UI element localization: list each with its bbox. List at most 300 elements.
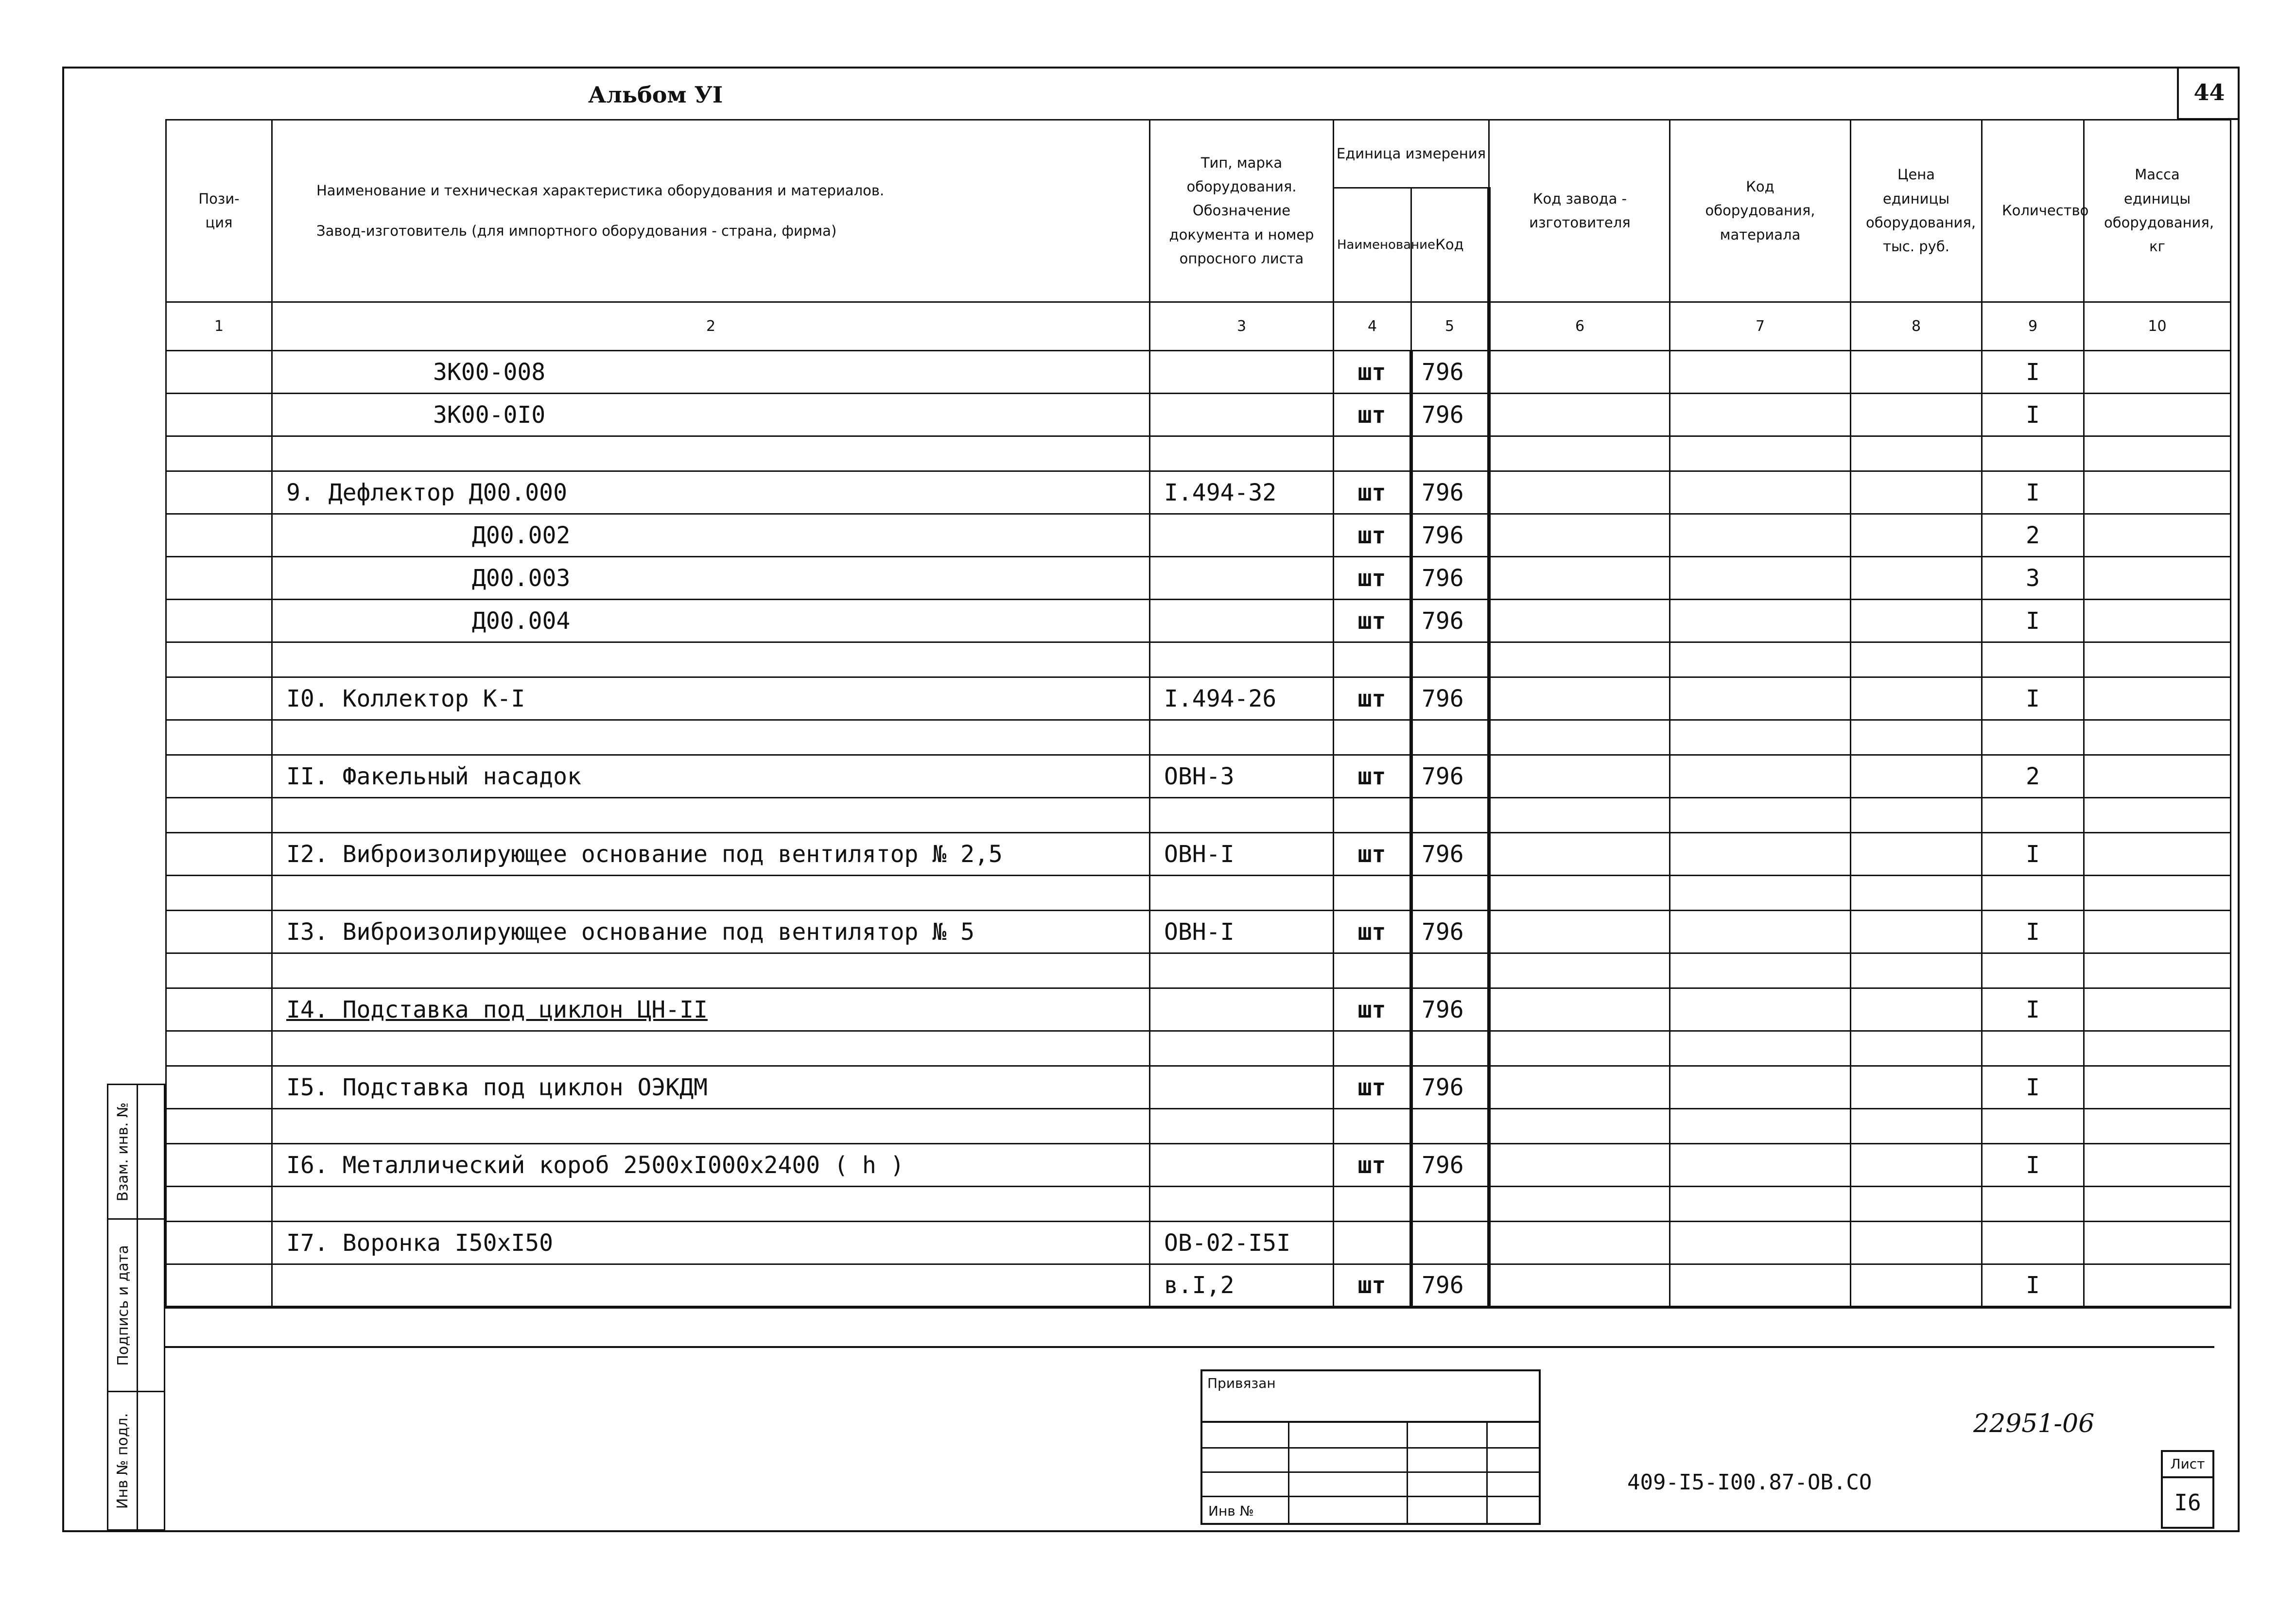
specification-table	[165, 119, 2231, 1309]
col-number-7: 7	[1670, 302, 1851, 351]
cell-unit-code: 796	[1411, 557, 1489, 600]
cell-type: I.494-26	[1150, 677, 1334, 720]
cell-type	[1150, 1187, 1334, 1222]
header-unit-name: Наименование	[1334, 188, 1411, 302]
cell-unit: шт	[1334, 833, 1411, 876]
cell-price	[1851, 1066, 1982, 1109]
cell-equipment-code	[1670, 1031, 1851, 1066]
cell-quantity: I	[1982, 677, 2084, 720]
cell-position	[166, 642, 272, 677]
cell-equipment-code	[1670, 1187, 1851, 1222]
cell-type: ОВН-I	[1150, 833, 1334, 876]
cell-price	[1851, 953, 1982, 988]
cell-type	[1150, 953, 1334, 988]
col-number-8: 8	[1851, 302, 1982, 351]
cell-name: 9. Дефлектор Д00.000	[272, 471, 1150, 514]
cell-mass	[2084, 557, 2231, 600]
cell-position	[166, 988, 272, 1031]
cell-type: I.494-32	[1150, 471, 1334, 514]
cell-unit-code	[1411, 876, 1489, 911]
cell-name	[272, 1031, 1150, 1066]
cell-quantity	[1982, 798, 2084, 833]
cell-unit	[1334, 1222, 1411, 1264]
cell-position	[166, 833, 272, 876]
cell-equipment-code	[1670, 514, 1851, 557]
header-unit-group: Единица измерения	[1334, 120, 1489, 188]
cell-mass	[2084, 1031, 2231, 1066]
cell-mass	[2084, 642, 2231, 677]
cell-mass	[2084, 911, 2231, 953]
spacer-row	[166, 436, 2231, 471]
cell-unit-code: 796	[1411, 394, 1489, 436]
cell-unit	[1334, 436, 1411, 471]
col-number-9: 9	[1982, 302, 2084, 351]
table-row	[166, 600, 2231, 642]
cell-unit-code: 796	[1411, 755, 1489, 798]
cell-type: ОВН-3	[1150, 755, 1334, 798]
cell-quantity: I	[1982, 988, 2084, 1031]
cell-position	[166, 1264, 272, 1307]
cell-type	[1150, 1031, 1334, 1066]
table-row	[166, 1066, 2231, 1109]
cell-name	[272, 642, 1150, 677]
cell-unit	[1334, 642, 1411, 677]
cell-mass	[2084, 351, 2231, 394]
cell-price	[1851, 988, 1982, 1031]
cell-equipment-code	[1670, 798, 1851, 833]
cell-name	[272, 436, 1150, 471]
col-number-5: 5	[1411, 302, 1489, 351]
inv-label: Инв №	[1208, 1503, 1254, 1519]
cell-quantity: I	[1982, 394, 2084, 436]
table-row	[166, 394, 2231, 436]
cell-manufacturer-code	[1489, 720, 1670, 755]
cell-unit: шт	[1334, 1144, 1411, 1187]
cell-equipment-code	[1670, 557, 1851, 600]
cell-name: II. Факельный насадок	[272, 755, 1150, 798]
cell-name: ЗК00-0I0	[272, 394, 1150, 436]
cell-type	[1150, 1109, 1334, 1144]
cell-unit-code: 796	[1411, 351, 1489, 394]
cell-quantity: I	[1982, 1066, 2084, 1109]
cell-name: I7. Воронка I50xI50	[272, 1222, 1150, 1264]
table-row	[166, 755, 2231, 798]
cell-manufacturer-code	[1489, 394, 1670, 436]
cell-mass	[2084, 436, 2231, 471]
spacer-row	[166, 642, 2231, 677]
cell-price	[1851, 1187, 1982, 1222]
table-row	[166, 471, 2231, 514]
cell-price	[1851, 642, 1982, 677]
cell-position	[166, 720, 272, 755]
inv-original-cell	[107, 1391, 165, 1531]
cell-manufacturer-code	[1489, 1187, 1670, 1222]
cell-unit-code	[1411, 642, 1489, 677]
spacer-row	[166, 953, 2231, 988]
cell-unit	[1334, 953, 1411, 988]
cell-position	[166, 1222, 272, 1264]
cell-price	[1851, 436, 1982, 471]
cell-name	[272, 720, 1150, 755]
cell-position	[166, 953, 272, 988]
cell-manufacturer-code	[1489, 557, 1670, 600]
cell-name: I6. Металлический короб 2500xI000x2400 ( h )	[272, 1144, 1150, 1187]
cell-price	[1851, 1031, 1982, 1066]
cell-manufacturer-code	[1489, 755, 1670, 798]
cell-position	[166, 436, 272, 471]
header-quantity: Количество	[1982, 120, 2084, 302]
cell-unit	[1334, 876, 1411, 911]
cell-unit-code: 796	[1411, 1066, 1489, 1109]
cell-equipment-code	[1670, 1109, 1851, 1144]
cell-price	[1851, 600, 1982, 642]
cell-price	[1851, 677, 1982, 720]
cell-price	[1851, 1222, 1982, 1264]
cell-name: Д00.003	[272, 557, 1150, 600]
cell-unit-code	[1411, 1109, 1489, 1144]
table-row	[166, 833, 2231, 876]
table-row	[166, 351, 2231, 394]
cell-position	[166, 1187, 272, 1222]
table-row	[166, 677, 2231, 720]
document-number: 409-I5-I00.87-ОВ.СО	[1627, 1470, 1872, 1495]
header-manufacturer-code: Код завода - изготовителя	[1489, 120, 1670, 302]
cell-unit: шт	[1334, 988, 1411, 1031]
cell-mass	[2084, 471, 2231, 514]
spacer-row	[166, 798, 2231, 833]
cell-equipment-code	[1670, 876, 1851, 911]
cell-price	[1851, 755, 1982, 798]
cell-equipment-code	[1670, 1144, 1851, 1187]
cell-manufacturer-code	[1489, 953, 1670, 988]
handwritten-number: 22951-06	[1973, 1409, 2095, 1438]
col-number-4: 4	[1334, 302, 1411, 351]
cell-equipment-code	[1670, 394, 1851, 436]
cell-unit	[1334, 720, 1411, 755]
cell-unit	[1334, 1109, 1411, 1144]
cell-unit: шт	[1334, 514, 1411, 557]
cell-mass	[2084, 1222, 2231, 1264]
cell-unit-code: 796	[1411, 988, 1489, 1031]
replace-inv-label: Взам. инв. №	[114, 1102, 132, 1201]
cell-name: Д00.004	[272, 600, 1150, 642]
cell-unit	[1334, 1031, 1411, 1066]
cell-quantity	[1982, 720, 2084, 755]
cell-equipment-code	[1670, 720, 1851, 755]
cell-name	[272, 1187, 1150, 1222]
header-unit-price: Цена единицы оборудования, тыс. руб.	[1851, 120, 1982, 302]
table-bottom-line	[165, 1346, 2214, 1348]
cell-quantity	[1982, 436, 2084, 471]
sheet-number: I6	[2174, 1489, 2201, 1516]
table-row	[166, 1264, 2231, 1307]
cell-name: I4. Подставка под циклон ЦН-II	[272, 988, 1150, 1031]
cell-unit: шт	[1334, 755, 1411, 798]
cell-type	[1150, 1066, 1334, 1109]
cell-quantity: 2	[1982, 514, 2084, 557]
header-type: Тип, марка оборудования. Обозначение документа и номер опросного листа	[1150, 120, 1334, 302]
page-number: 44	[2177, 67, 2240, 120]
cell-type	[1150, 514, 1334, 557]
cell-price	[1851, 911, 1982, 953]
header-mass: Масса единицы оборудования, кг	[2084, 120, 2231, 302]
cell-type: ОВН-I	[1150, 911, 1334, 953]
cell-unit: шт	[1334, 1264, 1411, 1307]
cell-manufacturer-code	[1489, 1031, 1670, 1066]
cell-unit-code: 796	[1411, 1264, 1489, 1307]
cell-mass	[2084, 600, 2231, 642]
col-number-1: 1	[166, 302, 272, 351]
cell-unit-code	[1411, 1222, 1489, 1264]
cell-quantity	[1982, 953, 2084, 988]
cell-unit: шт	[1334, 911, 1411, 953]
cell-type	[1150, 436, 1334, 471]
cell-quantity	[1982, 1187, 2084, 1222]
col-number-2: 2	[272, 302, 1150, 351]
cell-mass	[2084, 1187, 2231, 1222]
cell-unit-code	[1411, 1031, 1489, 1066]
cell-quantity: I	[1982, 1264, 2084, 1307]
cell-manufacturer-code	[1489, 988, 1670, 1031]
header-unit-code: Код	[1411, 188, 1489, 302]
table-body	[166, 351, 2231, 1307]
cell-name: ЗК00-008	[272, 351, 1150, 394]
cell-manufacturer-code	[1489, 600, 1670, 642]
cell-type: в.I,2	[1150, 1264, 1334, 1307]
spacer-row	[166, 1031, 2231, 1066]
cell-manufacturer-code	[1489, 876, 1670, 911]
cell-price	[1851, 798, 1982, 833]
cell-name: I0. Коллектор К-I	[272, 677, 1150, 720]
cell-equipment-code	[1670, 1066, 1851, 1109]
cell-quantity: I	[1982, 471, 2084, 514]
cell-mass	[2084, 833, 2231, 876]
cell-quantity: 2	[1982, 755, 2084, 798]
sheet-label: Лист	[2163, 1452, 2212, 1478]
cell-quantity: 3	[1982, 557, 2084, 600]
cell-equipment-code	[1670, 471, 1851, 514]
cell-manufacturer-code	[1489, 1109, 1670, 1144]
cell-quantity	[1982, 1109, 2084, 1144]
cell-unit: шт	[1334, 351, 1411, 394]
cell-mass	[2084, 720, 2231, 755]
cell-mass	[2084, 394, 2231, 436]
cell-type	[1150, 394, 1334, 436]
cell-quantity	[1982, 1031, 2084, 1066]
cell-manufacturer-code	[1489, 436, 1670, 471]
cell-unit: шт	[1334, 471, 1411, 514]
cell-equipment-code	[1670, 833, 1851, 876]
cell-name	[272, 953, 1150, 988]
cell-equipment-code	[1670, 677, 1851, 720]
cell-mass	[2084, 988, 2231, 1031]
table-row	[166, 514, 2231, 557]
cell-quantity	[1982, 1222, 2084, 1264]
cell-type	[1150, 988, 1334, 1031]
cell-equipment-code	[1670, 642, 1851, 677]
cell-type: ОВ-02-I5I	[1150, 1222, 1334, 1264]
cell-name	[272, 876, 1150, 911]
spacer-row	[166, 1109, 2231, 1144]
cell-mass	[2084, 1144, 2231, 1187]
cell-position	[166, 1031, 272, 1066]
cell-unit-code: 796	[1411, 600, 1489, 642]
cell-unit: шт	[1334, 557, 1411, 600]
cell-unit	[1334, 798, 1411, 833]
cell-position	[166, 911, 272, 953]
left-stamp	[107, 1084, 165, 1531]
cell-position	[166, 1066, 272, 1109]
cell-equipment-code	[1670, 436, 1851, 471]
cell-price	[1851, 557, 1982, 600]
cell-manufacturer-code	[1489, 1066, 1670, 1109]
cell-quantity: I	[1982, 1144, 2084, 1187]
album-title: Альбом УI	[588, 82, 723, 108]
table-row	[166, 988, 2231, 1031]
cell-mass	[2084, 1109, 2231, 1144]
cell-price	[1851, 514, 1982, 557]
cell-position	[166, 755, 272, 798]
cell-manufacturer-code	[1489, 514, 1670, 557]
cell-unit	[1334, 1187, 1411, 1222]
cell-quantity: I	[1982, 351, 2084, 394]
cell-manufacturer-code	[1489, 642, 1670, 677]
cell-price	[1851, 471, 1982, 514]
cell-unit-code: 796	[1411, 471, 1489, 514]
cell-name	[272, 798, 1150, 833]
cell-unit: шт	[1334, 677, 1411, 720]
cell-position	[166, 351, 272, 394]
sheet-box	[2161, 1450, 2214, 1529]
cell-price	[1851, 351, 1982, 394]
cell-name: I5. Подставка под циклон ОЭКДМ	[272, 1066, 1150, 1109]
cell-type	[1150, 557, 1334, 600]
table-row	[166, 911, 2231, 953]
cell-position	[166, 514, 272, 557]
cell-quantity	[1982, 876, 2084, 911]
cell-name: I2. Виброизолирующее основание под вентилятор № 2,5	[272, 833, 1150, 876]
cell-position	[166, 471, 272, 514]
cell-unit-code: 796	[1411, 911, 1489, 953]
table-row	[166, 557, 2231, 600]
cell-quantity: I	[1982, 911, 2084, 953]
binding-stamp	[1200, 1369, 1541, 1525]
cell-mass	[2084, 677, 2231, 720]
cell-price	[1851, 1109, 1982, 1144]
cell-quantity	[1982, 642, 2084, 677]
cell-type	[1150, 1144, 1334, 1187]
cell-mass	[2084, 514, 2231, 557]
cell-price	[1851, 1144, 1982, 1187]
cell-name	[272, 1264, 1150, 1307]
cell-position	[166, 798, 272, 833]
cell-position	[166, 394, 272, 436]
cell-mass	[2084, 755, 2231, 798]
cell-unit-code: 796	[1411, 677, 1489, 720]
cell-position	[166, 600, 272, 642]
cell-type	[1150, 798, 1334, 833]
cell-price	[1851, 394, 1982, 436]
cell-price	[1851, 720, 1982, 755]
replace-inv-cell	[107, 1084, 165, 1220]
cell-unit-code	[1411, 436, 1489, 471]
cell-unit: шт	[1334, 1066, 1411, 1109]
cell-unit-code: 796	[1411, 1144, 1489, 1187]
cell-type	[1150, 600, 1334, 642]
cell-unit-code	[1411, 1187, 1489, 1222]
cell-manufacturer-code	[1489, 1144, 1670, 1187]
header-equipment-code: Код оборудования, материала	[1670, 120, 1851, 302]
cell-type	[1150, 876, 1334, 911]
cell-manufacturer-code	[1489, 471, 1670, 514]
cell-manufacturer-code	[1489, 911, 1670, 953]
cell-equipment-code	[1670, 600, 1851, 642]
header-position: Пози- ция	[166, 120, 272, 302]
cell-position	[166, 677, 272, 720]
inv-original-label: Инв № подл.	[114, 1413, 132, 1509]
cell-type	[1150, 720, 1334, 755]
cell-mass	[2084, 953, 2231, 988]
cell-manufacturer-code	[1489, 798, 1670, 833]
spacer-row	[166, 1187, 2231, 1222]
cell-equipment-code	[1670, 351, 1851, 394]
cell-name: I3. Виброизолирующее основание под вентилятор № 5	[272, 911, 1150, 953]
binding-label: Привязан	[1207, 1375, 1276, 1391]
cell-position	[166, 557, 272, 600]
cell-manufacturer-code	[1489, 677, 1670, 720]
cell-manufacturer-code	[1489, 1222, 1670, 1264]
cell-manufacturer-code	[1489, 1264, 1670, 1307]
cell-price	[1851, 876, 1982, 911]
cell-mass	[2084, 876, 2231, 911]
cell-type	[1150, 642, 1334, 677]
cell-price	[1851, 1264, 1982, 1307]
cell-mass	[2084, 1264, 2231, 1307]
cell-price	[1851, 833, 1982, 876]
cell-position	[166, 1109, 272, 1144]
spacer-row	[166, 720, 2231, 755]
cell-unit: шт	[1334, 600, 1411, 642]
spacer-row	[166, 876, 2231, 911]
cell-manufacturer-code	[1489, 833, 1670, 876]
cell-equipment-code	[1670, 1264, 1851, 1307]
cell-unit-code	[1411, 720, 1489, 755]
cell-equipment-code	[1670, 953, 1851, 988]
cell-unit: шт	[1334, 394, 1411, 436]
table-row	[166, 1144, 2231, 1187]
header-name: Наименование и техническая характеристика оборудования и материалов. Завод-изготовитель (для импортного оборудования - страна, фирма)	[272, 120, 1150, 302]
cell-equipment-code	[1670, 911, 1851, 953]
cell-name	[272, 1109, 1150, 1144]
table-row	[166, 1222, 2231, 1264]
col-number-6: 6	[1489, 302, 1670, 351]
signature-date-cell	[107, 1218, 165, 1392]
cell-unit-code	[1411, 798, 1489, 833]
cell-name: Д00.002	[272, 514, 1150, 557]
cell-type	[1150, 351, 1334, 394]
signature-date-label: Подпись и дата	[114, 1244, 132, 1366]
cell-unit-code	[1411, 953, 1489, 988]
cell-unit-code: 796	[1411, 514, 1489, 557]
cell-equipment-code	[1670, 1222, 1851, 1264]
cell-quantity: I	[1982, 600, 2084, 642]
col-number-10: 10	[2084, 302, 2231, 351]
cell-mass	[2084, 798, 2231, 833]
cell-manufacturer-code	[1489, 351, 1670, 394]
cell-position	[166, 1144, 272, 1187]
cell-position	[166, 876, 272, 911]
cell-unit-code: 796	[1411, 833, 1489, 876]
